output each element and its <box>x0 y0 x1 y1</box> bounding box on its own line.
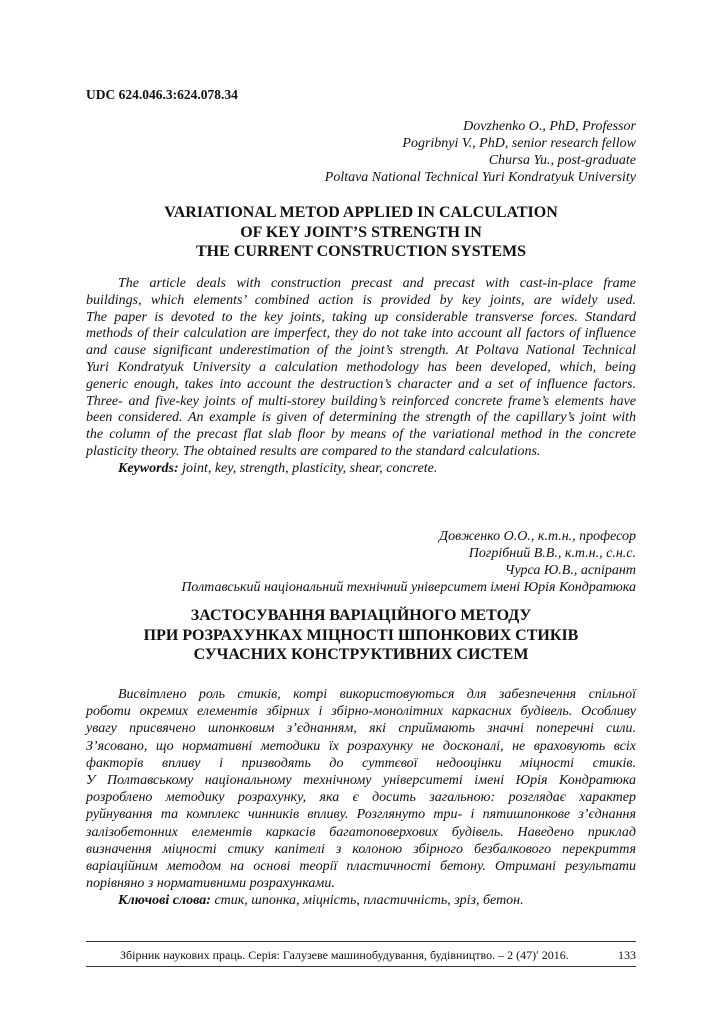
abstract-line: факторів впливу і призводять до суттєвої недооцінки міцності стиків. <box>86 755 636 771</box>
abstract-line: порівняно з нормативними розрахунками. <box>86 876 335 892</box>
abstract-line: Yuri Kondratyuk University a calculation methodology has been developed, which, being <box>86 359 636 375</box>
abstract-line: been considered. An example is given of determining the strength of the capillary’s joint with <box>86 410 636 426</box>
footer-top-rule <box>86 941 636 942</box>
authors-uk <box>181 528 636 596</box>
title-line: THE CURRENT CONSTRUCTION SYSTEMS <box>196 243 526 261</box>
page-number: 133 <box>618 948 636 962</box>
author-line: Dovzhenko O., PhD, Professor <box>463 119 636 134</box>
abstract-line: The paper is devoted to the key joints, taking up considerable transverse forces. Standard <box>86 309 636 325</box>
title-line: OF KEY JOINT’S STRENGTH IN <box>240 223 482 241</box>
abstract-line: увагу присвячено шпонковим з’єднанням, які сприймають значні поперечні сили. <box>86 721 636 737</box>
abstract-line: Висвітлено роль стиків, котрі використовуються для забезпечення спільної <box>118 687 636 702</box>
keywords-label: Keywords: <box>118 460 179 476</box>
abstract-line: plasticity theory. The obtained results are compared to the standard calculations. <box>86 443 541 459</box>
keywords-list: стик, шпонка, міцність, пластичність, зріз, бетон. <box>210 893 524 909</box>
author-line: Чурса Ю.В., аспірант <box>504 563 636 578</box>
affiliation: Полтавський національний технічний університет імені Юрія Кондратюка <box>181 580 636 595</box>
title-en <box>86 203 636 262</box>
abstract-line: Three- and five-key joints of multi-storey building’s reinforced concrete frame’s elements have <box>86 393 636 409</box>
abstract-line: роботи окремих елементів збірних і збірно-монолітних каркасних будівель. Особливу <box>86 704 636 720</box>
abstract-line: buildings, which elements’ combined action is provided by key joints, are widely used. <box>86 292 636 308</box>
title-uk <box>86 606 636 665</box>
title-line: ПРИ РОЗРАХУНКАХ МІЦНОСТІ ШПОНКОВИХ СТИКІВ <box>143 626 579 644</box>
abstract-line: залізобетонних елементів каркасів багатоповерхових будівель. Наведено приклад <box>86 824 636 840</box>
abstract-line: руйнування та комплекс чинників впливу. Розглянуто три- і пятишпонкове з’єднання <box>86 807 636 823</box>
journal-citation: Збірник наукових праць. Серія: Галузеве машинобудування, будівництво. – 2 (47)ʹ 2016. <box>120 948 569 962</box>
abstract-uk <box>86 686 636 910</box>
author-line: Довженко О.О., к.т.н., професор <box>439 529 636 544</box>
abstract-line: methods of their calculation are imperfect, they do not take into account all factors of influence <box>86 326 636 342</box>
author-line: Chursa Yu., post-graduate <box>488 153 636 168</box>
abstract-line: the column of the precast flat slab floor by means of the variational method in the concrete <box>86 427 636 443</box>
abstract-line: З’ясовано, що нормативні методики їх розрахунку не досконалі, не враховують всіх <box>86 738 636 754</box>
abstract-line: The article deals with construction precast and precast with cast-in-place frame <box>118 276 636 291</box>
keywords-uk <box>86 892 636 909</box>
abstract-line: визначення міцності стику капітелі з колоною збірного безбалкового перекриття <box>86 841 636 857</box>
abstract-line: У Полтавському національному технічному університеті імені Юрія Кондратюка <box>86 773 636 789</box>
author-line: Погрібний В.В., к.т.н., с.н.с. <box>468 546 636 561</box>
title-line: ЗАСТОСУВАННЯ ВАРІАЦІЙНОГО МЕТОДУ <box>190 607 532 624</box>
udc-code: UDC 624.046.3:624.078.34 <box>86 87 238 102</box>
abstract-line: and cause significant underestimation of the joint’s strength. At Poltava National Technical <box>86 343 636 359</box>
affiliation: Poltava National Technical Yuri Kondratyuk University <box>324 170 636 185</box>
abstract-line: розроблено методику розрахунку, яка є досить загальною: розглядає характер <box>86 790 636 806</box>
footer-bottom-rule <box>86 966 636 967</box>
title-line: VARIATIONAL METOD APPLIED IN CALCULATION <box>164 204 558 221</box>
keywords-en <box>86 461 636 478</box>
abstract-line: варіаційним методом на основі теорії пластичності бетону. Отримані результати <box>86 859 636 875</box>
keywords-list: joint, key, strength, plasticity, shear, concrete. <box>178 460 438 476</box>
title-line: СУЧАСНИХ КОНСТРУКТИВНИХ СИСТЕМ <box>193 646 529 664</box>
authors-en <box>325 118 636 186</box>
keywords-label: Ключові слова: <box>118 893 211 909</box>
abstract-line: generic enough, takes into account the destruction’s character and a set of influence factors. <box>86 376 636 392</box>
abstract-en <box>86 276 636 478</box>
author-line: Pogribnyi V., PhD, senior research fellow <box>402 136 636 151</box>
